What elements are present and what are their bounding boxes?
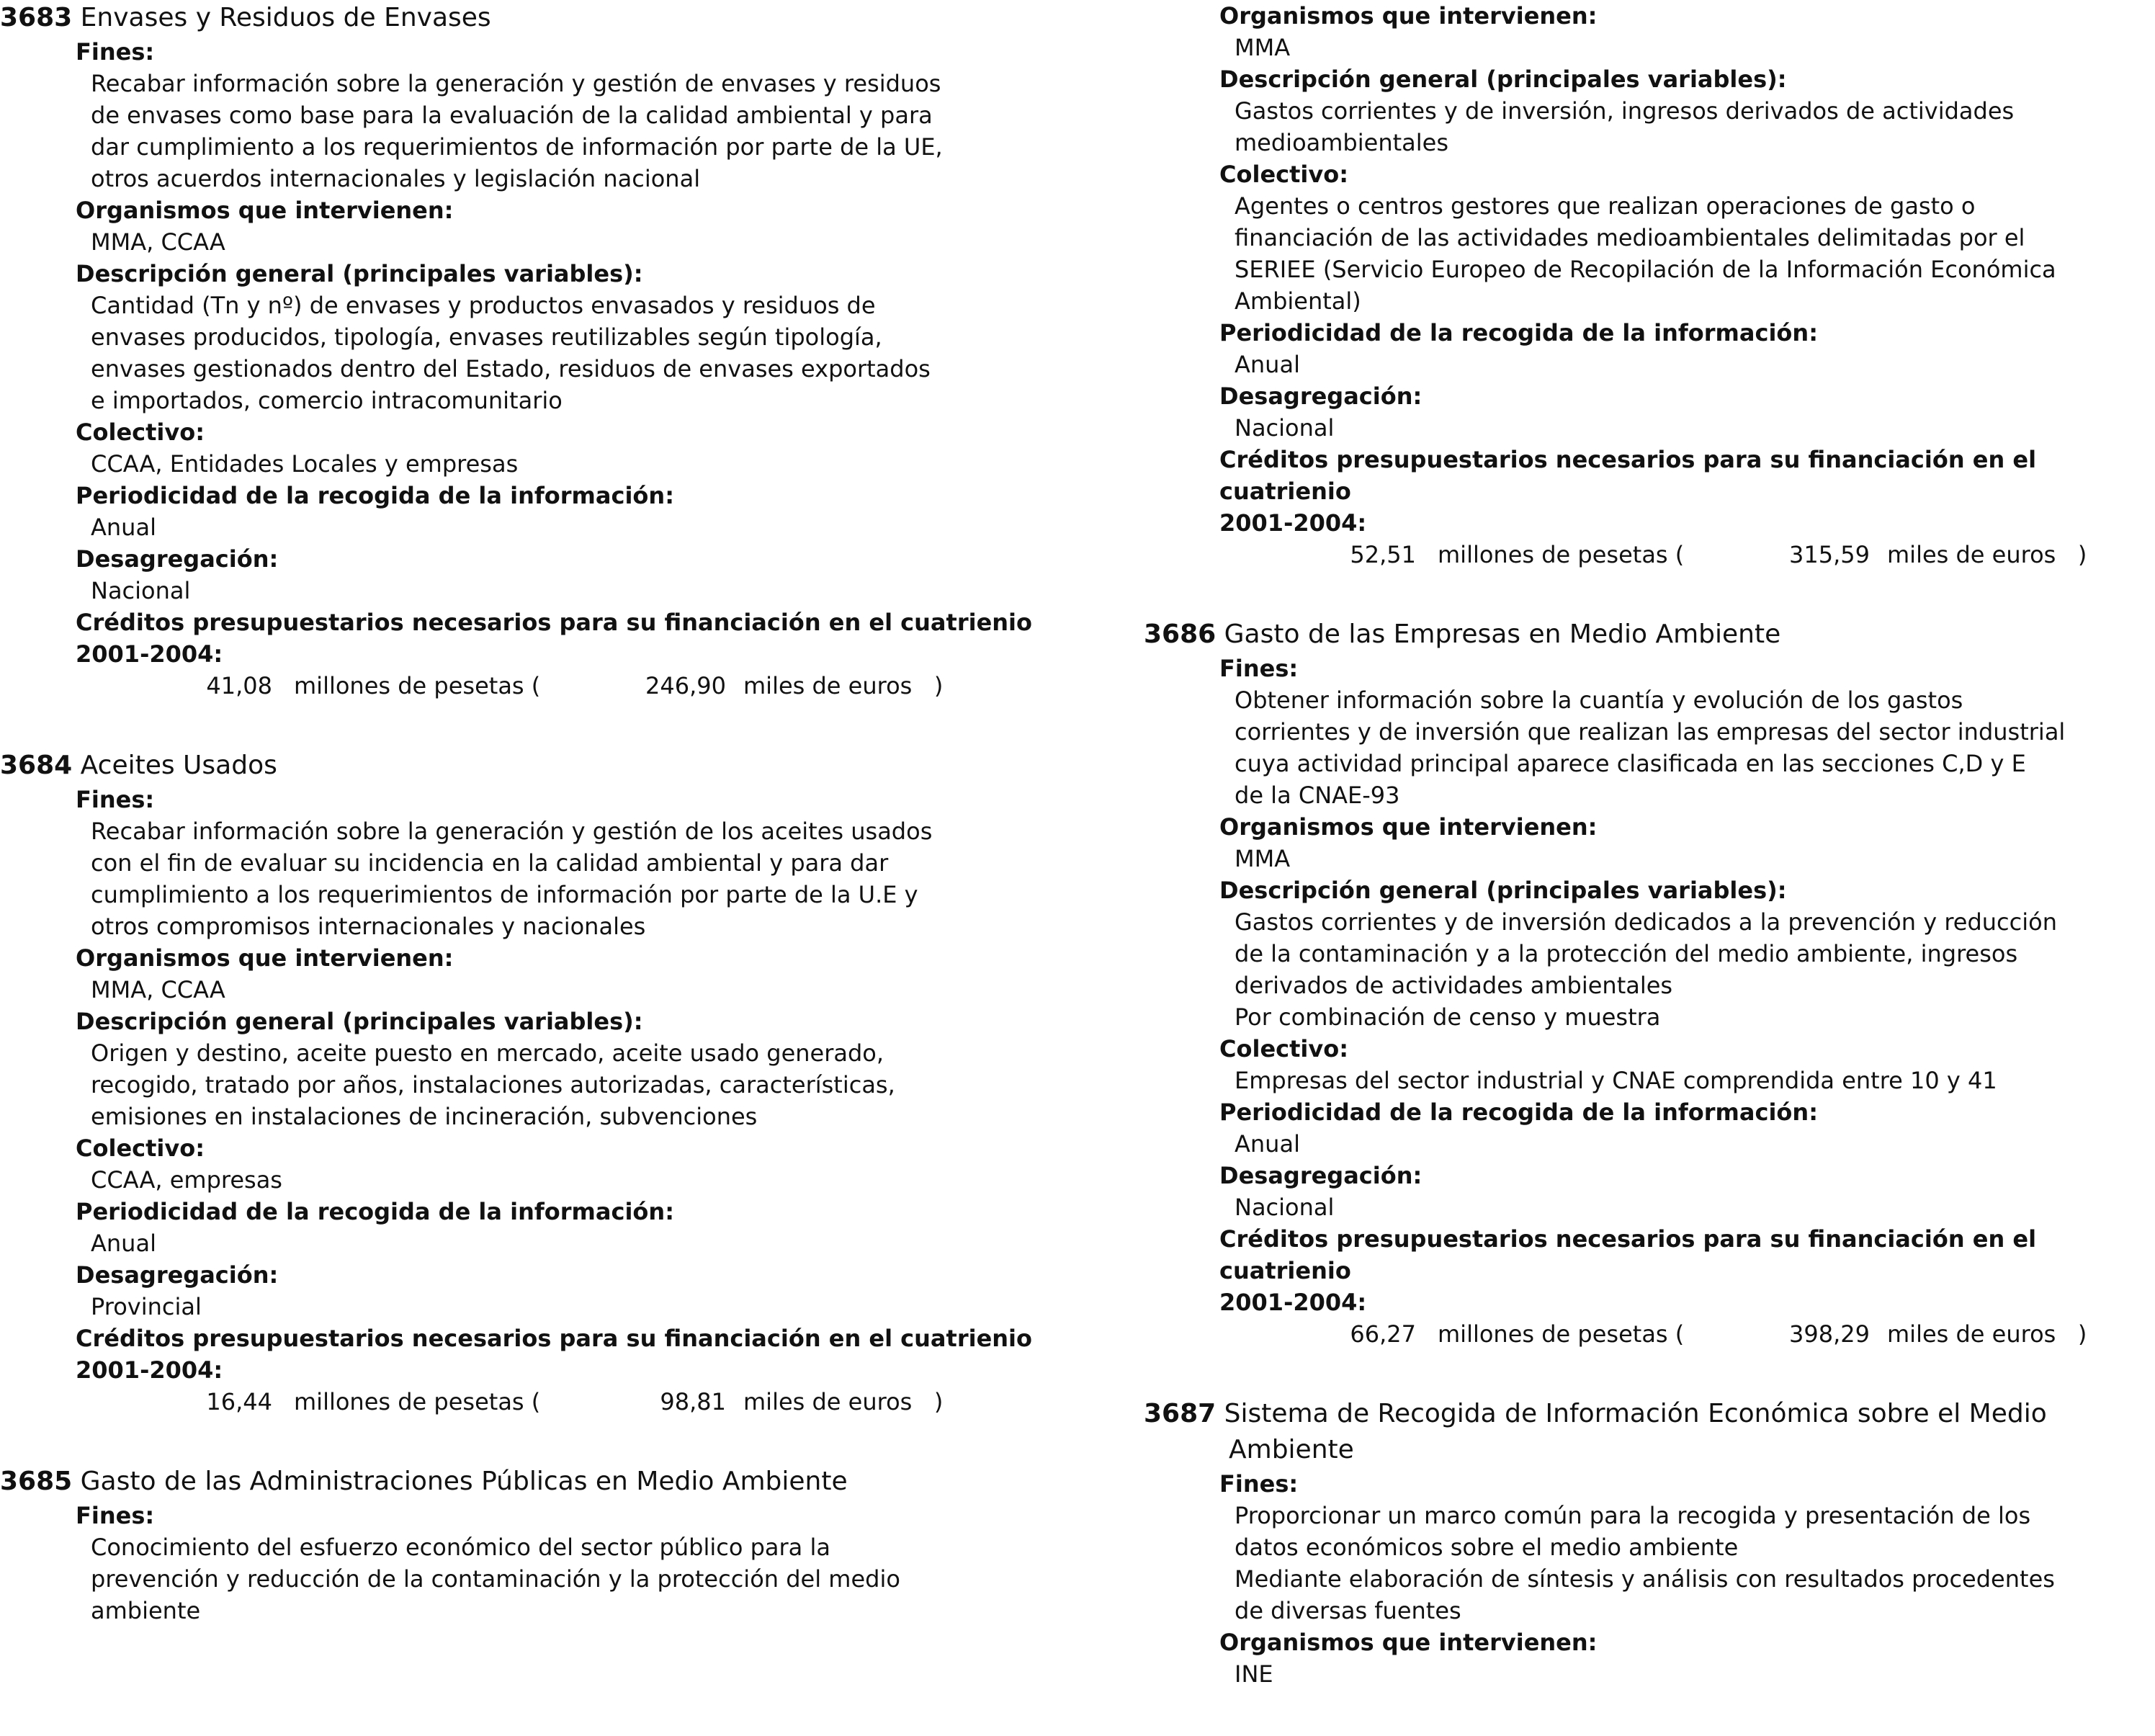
pesetas-value: 66,27 [1350, 1320, 1416, 1348]
fines-label: Fines: [1219, 655, 1299, 682]
fines-label: Fines: [1219, 1470, 1299, 1498]
descripcion-text: Gastos corrientes y de inversión, ingresos derivados de actividades medioambientales [1235, 97, 2015, 156]
entry-title [0, 1464, 1052, 1500]
desagregacion-text: Nacional [1235, 414, 1335, 442]
euros-value: 246,90 [645, 672, 726, 699]
pesetas-unit: millones de pesetas ( [1438, 541, 1685, 568]
organismos-text: INE [1235, 1660, 1273, 1688]
fines-text: Recabar información sobre la generación y gestión de los aceites usados con el fin de evaluar su incidencia en la calidad ambiental y para dar cumplimiento a los requerimientos de información por parte de la U.E y otros compromisos internacionales y nacionales [91, 818, 933, 940]
colectivo-label: Colectivo: [1219, 161, 1349, 188]
pesetas-value: 52,51 [1350, 541, 1416, 568]
periodicidad-label: Periodicidad de la recogida de la información: [1219, 319, 1818, 346]
periodicidad-text: Anual [91, 1230, 156, 1257]
entry-name: Gasto de las Empresas en Medio Ambiente [1224, 619, 1781, 649]
fines-label: Fines: [76, 1502, 155, 1529]
entry-name: Envases y Residuos de Envases [80, 3, 491, 32]
desagregacion-label: Desagregación: [1219, 1162, 1423, 1189]
creditos-amounts [164, 1386, 1052, 1418]
organismos-label: Organismos que intervienen: [1219, 2, 1598, 30]
pesetas-unit: millones de pesetas ( [294, 672, 541, 699]
periodicidad-text: Anual [1235, 351, 1300, 378]
pesetas-unit: millones de pesetas ( [294, 1388, 541, 1415]
entry-code: 3685 [0, 1467, 73, 1496]
descripcion-text: Cantidad (Tn y nº) de envases y productos envasados y residuos de envases producidos, tipología, envases reutilizables según tipología, envases gestionados dentro del Estado, residuos de envases exportados e importados, comercio intracomunitario [91, 292, 931, 414]
descripcion-text: Gastos corrientes y de inversión dedicados a la prevención y reducción de la contaminación y a la protección del medio ambiente, ingresos derivados de actividades ambientales Por combinación de censo y muestra [1235, 908, 2057, 1031]
desagregacion-label: Desagregación: [76, 1261, 279, 1289]
colectivo-text: CCAA, Entidades Locales y empresas [91, 450, 519, 478]
euros-unit: miles de euros ) [1887, 1320, 2087, 1348]
entry-title [1144, 617, 2152, 653]
euros-unit: miles de euros ) [743, 1388, 944, 1415]
euros-value: 398,29 [1789, 1320, 1870, 1348]
entry-name: Sistema de Recogida de Información Económica sobre el Medio [1224, 1399, 2047, 1428]
left-column [0, 0, 1052, 1673]
euros-value: 315,59 [1789, 541, 1870, 568]
periodicidad-text: Anual [91, 514, 156, 541]
periodicidad-label: Periodicidad de la recogida de la información: [76, 1198, 674, 1225]
entry-3683 [0, 0, 1052, 702]
descripcion-text: Origen y destino, aceite puesto en mercado, aceite usado generado, recogido, tratado por años, instalaciones autorizadas, características, emisiones en instalaciones de incineración, subvenciones [91, 1039, 895, 1130]
colectivo-label: Colectivo: [76, 419, 205, 446]
creditos-amounts [1308, 1318, 2152, 1350]
entry-code: 3687 [1144, 1399, 1217, 1428]
entry-code: 3684 [0, 751, 73, 780]
fines-text: Obtener información sobre la cuantía y evolución de los gastos corrientes y de inversión que realizan las empresas del sector industrial cuya actividad principal aparece clasificada en las secciones C,D y E de la CNAE-93 [1235, 686, 2066, 809]
fines-text: Proporcionar un marco común para la recogida y presentación de los datos económicos sobre el medio ambiente Mediante elaboración de síntesis y análisis con resultados procedentes de diversas fuentes [1235, 1502, 2055, 1624]
pesetas-unit: millones de pesetas ( [1438, 1320, 1685, 1348]
entry-code: 3683 [0, 3, 73, 32]
creditos-label: Créditos presupuestarios necesarios para su financiación en el cuatrienio 2001-2004: [76, 609, 1032, 668]
creditos-amounts [164, 670, 1052, 702]
pesetas-value: 16,44 [206, 1388, 272, 1415]
descripcion-label: Descripción general (principales variables): [76, 1008, 643, 1035]
entry-3685 [0, 1464, 1052, 1627]
desagregacion-label: Desagregación: [76, 545, 279, 573]
entry-title [0, 0, 1052, 36]
organismos-label: Organismos que intervienen: [76, 197, 454, 224]
entry-name-continued: Ambiente [1229, 1435, 1354, 1464]
pesetas-value: 41,08 [206, 672, 272, 699]
organismos-text: MMA [1235, 845, 1291, 872]
organismos-label: Organismos que intervienen: [76, 944, 454, 972]
entry-3684 [0, 748, 1052, 1418]
organismos-label: Organismos que intervienen: [1219, 1629, 1598, 1656]
periodicidad-text: Anual [1235, 1130, 1300, 1158]
descripcion-label: Descripción general (principales variables): [76, 260, 643, 287]
entry-code: 3686 [1144, 619, 1217, 649]
creditos-label: Créditos presupuestarios necesarios para su financiación en el cuatrienio 2001-2004: [1219, 1225, 2037, 1316]
colectivo-label: Colectivo: [1219, 1035, 1349, 1062]
entry-name: Gasto de las Administraciones Públicas en Medio Ambiente [80, 1467, 848, 1496]
fines-text: Conocimiento del esfuerzo económico del sector público para la prevención y reducción de la contaminación y la protección del medio ambiente [91, 1534, 900, 1624]
colectivo-text: Empresas del sector industrial y CNAE comprendida entre 10 y 41 [1235, 1067, 1997, 1094]
entry-title [1144, 1396, 2152, 1468]
fines-text: Recabar información sobre la generación y gestión de envases y residuos de envases como base para la evaluación de la calidad ambiental y para dar cumplimiento a los requerimientos de información por parte de la UE, otros acuerdos internacionales y legislación nacional [91, 70, 943, 192]
descripcion-label: Descripción general (principales variables): [1219, 877, 1787, 904]
creditos-amounts [1308, 539, 2152, 571]
creditos-label: Créditos presupuestarios necesarios para su financiación en el cuatrienio 2001-2004: [76, 1325, 1032, 1384]
euros-unit: miles de euros ) [1887, 541, 2087, 568]
colectivo-text: CCAA, empresas [91, 1166, 282, 1194]
desagregacion-text: Nacional [1235, 1194, 1335, 1221]
right-column [1144, 0, 2152, 1736]
euros-unit: miles de euros ) [743, 672, 944, 699]
fines-label: Fines: [76, 786, 155, 813]
organismos-text: MMA, CCAA [91, 228, 225, 256]
entry-3685-continued [1144, 0, 2152, 571]
creditos-label: Créditos presupuestarios necesarios para su financiación en el cuatrienio 2001-2004: [1219, 446, 2037, 537]
entry-name: Aceites Usados [80, 751, 277, 780]
periodicidad-label: Periodicidad de la recogida de la información: [76, 482, 674, 509]
fines-label: Fines: [76, 38, 155, 66]
organismos-label: Organismos que intervienen: [1219, 813, 1598, 841]
colectivo-label: Colectivo: [76, 1135, 205, 1162]
desagregacion-text: Nacional [91, 577, 191, 604]
desagregacion-label: Desagregación: [1219, 382, 1423, 410]
periodicidad-label: Periodicidad de la recogida de la información: [1219, 1099, 1818, 1126]
colectivo-text: Agentes o centros gestores que realizan operaciones de gasto o financiación de las actividades medioambientales delimitadas por el SERIEE (Servicio Europeo de Recopilación de la Información Económica Ambiental) [1235, 192, 2056, 315]
entry-title [0, 748, 1052, 784]
descripcion-label: Descripción general (principales variables): [1219, 66, 1787, 93]
organismos-text: MMA [1235, 34, 1291, 61]
entry-3687 [1144, 1396, 2152, 1690]
desagregacion-text: Provincial [91, 1293, 202, 1320]
entry-3686 [1144, 617, 2152, 1350]
organismos-text: MMA, CCAA [91, 976, 225, 1003]
euros-value: 98,81 [660, 1388, 726, 1415]
